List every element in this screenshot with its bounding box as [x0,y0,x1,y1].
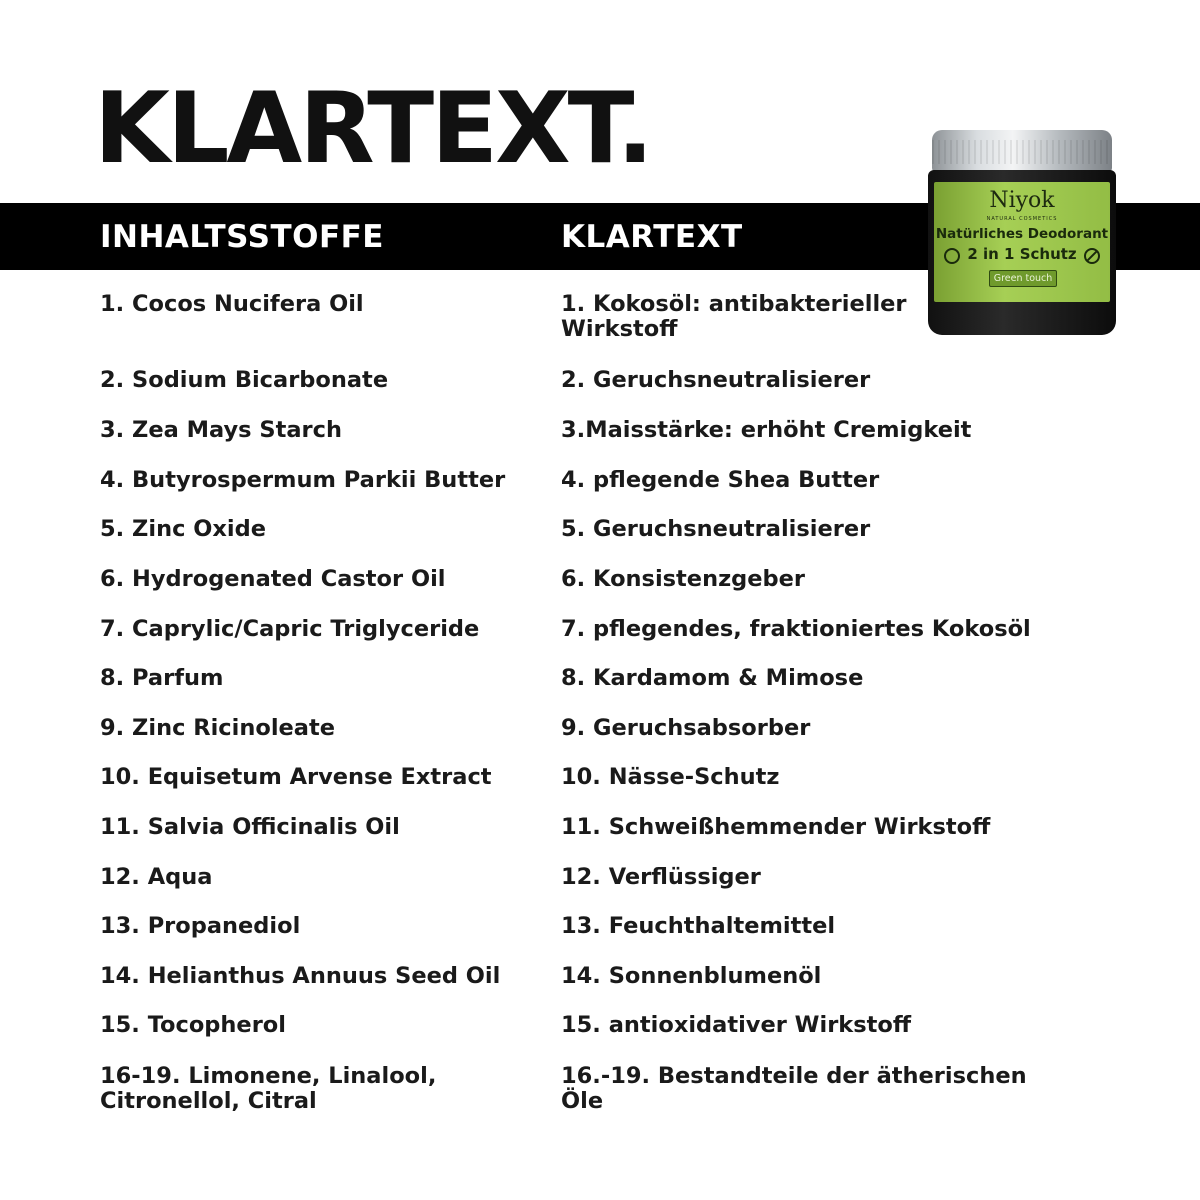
brand-subtitle: NATURAL COSMETICS [986,216,1058,222]
ingredient-item: 14. Helianthus Annuus Seed Oil [100,963,501,989]
explanation-item: 3.Maisstärke: erhöht Cremigkeit [561,417,972,443]
ingredient-item: 11. Salvia Officinalis Oil [100,814,400,840]
scent-badge: Green touch [989,270,1057,287]
product-subname: 2 in 1 Schutz [967,245,1077,263]
ingredient-item: 1. Cocos Nucifera Oil [100,291,364,317]
explanation-item: 1. Kokosöl: antibakterieller Wirkstoff [561,291,907,342]
explanation-item: 9. Geruchsabsorber [561,715,811,741]
ingredient-item: 5. Zinc Oxide [100,516,266,542]
ingredient-item: 16-19. Limonene, Linalool, Citronellol, Citral [100,1063,437,1114]
ingredient-item: 10. Equisetum Arvense Extract [100,764,492,790]
page-title: KLARTEXT. [94,72,651,186]
no-aluminium-icon [1084,248,1100,264]
explanation-item: 15. antioxidativer Wirkstoff [561,1012,912,1038]
jar-lid-ridges [932,140,1112,164]
ingredient-item: 9. Zinc Ricinoleate [100,715,335,741]
ingredients-header: INHALTSSTOFFE [100,219,384,255]
explanation-item: 16.-19. Bestandteile der ätherischen Öle [561,1063,1027,1114]
ingredient-item: 13. Propanediol [100,913,301,939]
explanation-item: 12. Verflüssiger [561,864,761,890]
ingredient-item: 3. Zea Mays Starch [100,417,342,443]
explanations-header: KLARTEXT [561,219,743,255]
ingredient-item: 4. Butyrospermum Parkii Butter [100,467,506,493]
explanation-item: 10. Nässe-Schutz [561,764,780,790]
ingredient-item: 2. Sodium Bicarbonate [100,367,389,393]
brand-logo: Niyok [989,188,1055,213]
ingredient-item: 15. Tocopherol [100,1012,286,1038]
explanation-item: 2. Geruchsneutralisierer [561,367,871,393]
product-name: Natürliches Deodorant [935,226,1109,242]
explanation-item: 6. Konsistenzgeber [561,566,806,592]
explanation-item: 7. pflegendes, fraktioniertes Kokosöl [561,616,1031,642]
ingredient-item: 6. Hydrogenated Castor Oil [100,566,446,592]
ingredient-item: 7. Caprylic/Capric Triglyceride [100,616,480,642]
explanation-item: 14. Sonnenblumenöl [561,963,822,989]
explanation-item: 8. Kardamom & Mimose [561,665,864,691]
explanation-item: 5. Geruchsneutralisierer [561,516,871,542]
ingredient-item: 12. Aqua [100,864,213,890]
explanation-item: 4. pflegende Shea Butter [561,467,880,493]
explanation-item: 11. Schweißhemmender Wirkstoff [561,814,991,840]
jar-label [934,182,1110,302]
explanation-item: 13. Feuchthaltemittel [561,913,836,939]
ingredient-item: 8. Parfum [100,665,224,691]
